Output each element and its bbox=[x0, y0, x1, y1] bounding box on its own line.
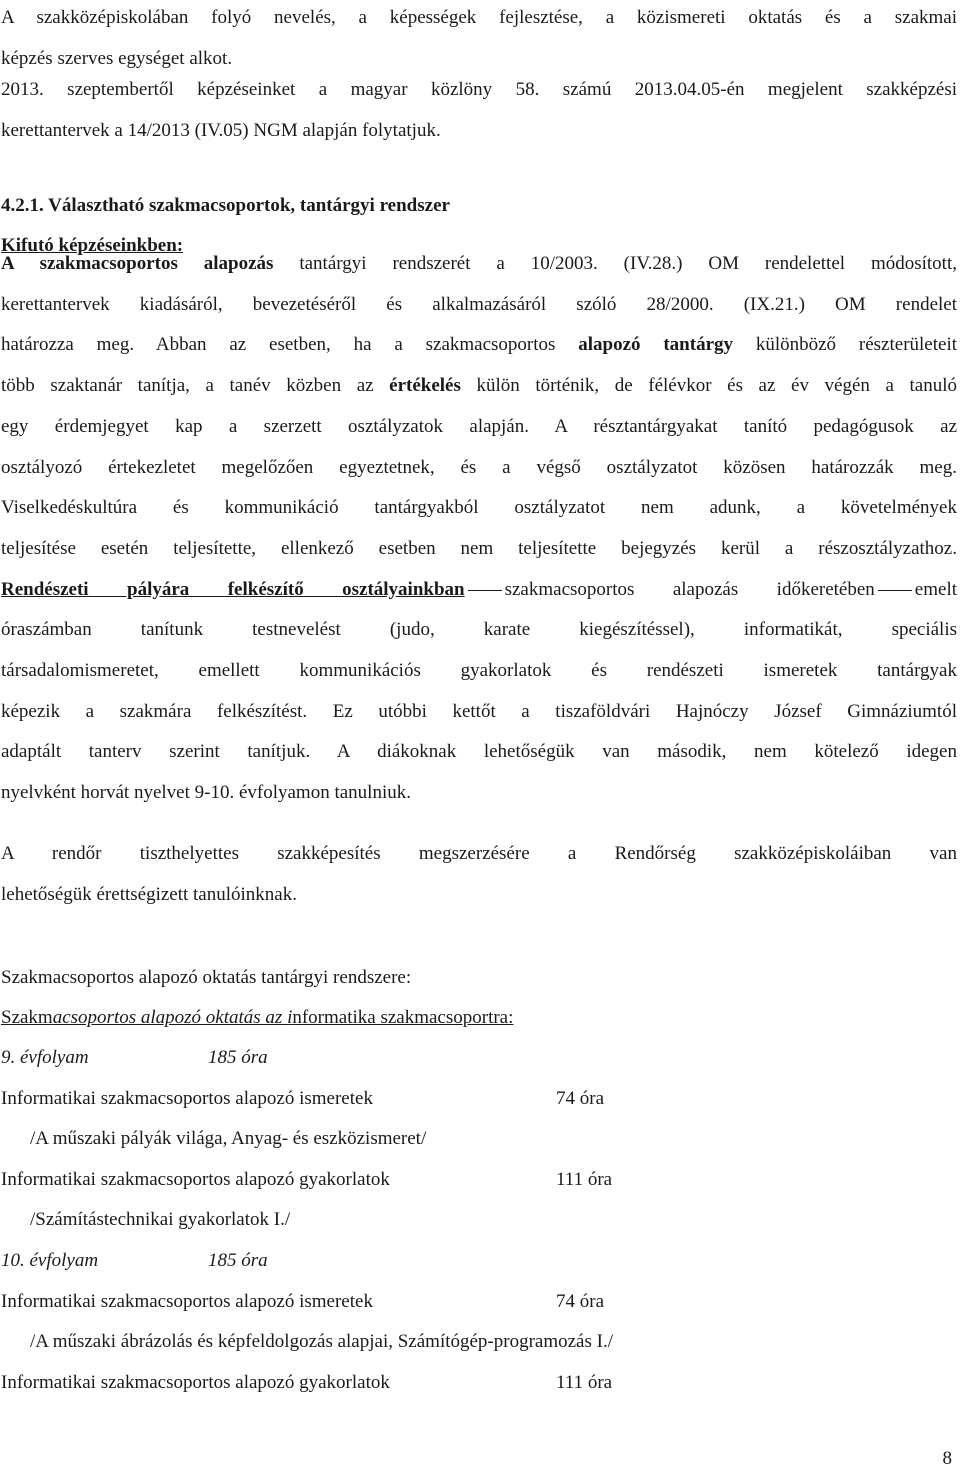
text-line: lehetőségük érettségizett tanulóinknak. bbox=[1, 883, 297, 905]
text-line: teljesítése esetén teljesítette, ellenkező esetben nem teljesítette bejegyzés kerül a részosztályzathoz. bbox=[1, 537, 957, 559]
grade-10-heading bbox=[1, 1249, 268, 1273]
subject-note: /A műszaki ábrázolás és képfeldolgozás alapjai, Számítógép-programozás I./ bbox=[30, 1331, 613, 1352]
text-line: képzés szerves egységet alkot. bbox=[1, 47, 233, 69]
text-line: társadalomismeretet, emellett kommunikációs gyakorlatok és rendészeti ismeretek tantárgyak bbox=[1, 660, 957, 682]
text-line: egy érdemjegyet kap a szerzett osztályzatok alapján. A résztantárgyakat tanító pedagógusok az bbox=[1, 415, 957, 437]
grade-label: 9. évfolyam bbox=[1, 1047, 89, 1068]
text-line: képezik a szakmára felkészítést. Ez utóbbi kettőt a tiszaföldvári Hajnóczy József Gimnáziumtól bbox=[1, 700, 957, 722]
grade-label: 10. évfolyam bbox=[1, 1250, 99, 1271]
body-paragraph bbox=[1, 244, 957, 814]
subject-name: Informatikai szakmacsoportos alapozó gyakorlatok bbox=[1, 1372, 390, 1393]
subject-name: Informatikai szakmacsoportos alapozó gyakorlatok bbox=[1, 1169, 390, 1190]
subject-note: /Számítástechnikai gyakorlatok I./ bbox=[30, 1209, 291, 1230]
dash-rule bbox=[878, 590, 912, 591]
text-line: kerettantervek kiadásáról, bevezetéséről és alkalmazásáról szóló 28/2000. (IX.21.) OM rendelet bbox=[1, 293, 957, 315]
text-line: A rendőr tiszthelyettes szakképesítés megszerzésére a Rendőrség szakközépiskoláiban van bbox=[1, 843, 957, 864]
page-number: 8 bbox=[942, 1448, 952, 1469]
subject-name: Informatikai szakmacsoportos alapozó ismeretek bbox=[1, 1088, 373, 1109]
text-line: kerettantervek a 14/2013 (IV.05) NGM alapján folytatjuk. bbox=[1, 119, 441, 141]
system-title: Szakmacsoportos alapozó oktatás tantárgyi rendszere: bbox=[1, 967, 412, 988]
subject-hours: 111 óra bbox=[556, 1169, 613, 1190]
subject-row bbox=[1, 1371, 613, 1395]
text-line: 2013. szeptembertől képzéseinket a magyar közlöny 58. számú 2013.04.05-én megjelent szakképzési bbox=[1, 79, 957, 100]
text-line: adaptált tanterv szerint tanítjuk. A diákoknak lehetőségük van második, nem kötelező idegen bbox=[1, 741, 957, 763]
section-title: 4.2.1. Választható szakmacsoportok, tantárgyi rendszer bbox=[1, 195, 450, 216]
dash-rule bbox=[468, 590, 502, 591]
subject-hours: 74 óra bbox=[556, 1088, 605, 1109]
intro2-paragraph bbox=[1, 70, 957, 151]
text-line: óraszámban tanítunk testnevelést (judo, karate kiegészítéssel), informatikát, speciális bbox=[1, 619, 957, 641]
text-line: osztályozó értekezletet megelőzően egyeztetnek, és a végső osztályzatot közösen határozzák meg. bbox=[1, 456, 957, 478]
subject-hours: 111 óra bbox=[556, 1372, 613, 1393]
grade-9-heading bbox=[1, 1046, 268, 1070]
text-line: több szaktanár tanítja, a tanév közben az értékelés külön történik, de félévkor és az év végén a tanuló bbox=[1, 375, 957, 397]
subject-row bbox=[1, 1087, 605, 1111]
text-line: A szakmacsoportos alapozás tantárgyi rendszerét a 10/2003. (IV.28.) OM rendelettel módosított, bbox=[1, 253, 957, 274]
text-line: nyelvként horvát nyelvet 9-10. évfolyamon tanulniuk. bbox=[1, 782, 411, 804]
subject-hours: 74 óra bbox=[556, 1291, 605, 1312]
intro-paragraph bbox=[1, 0, 957, 79]
subject-name: Informatikai szakmacsoportos alapozó ismeretek bbox=[1, 1291, 373, 1312]
subject-note: /A műszaki pályák világa, Anyag- és eszközismeret/ bbox=[30, 1128, 427, 1149]
text-line: A szakközépiskolában folyó nevelés, a képességek fejlesztése, a közismereti oktatás és a szakmai bbox=[1, 7, 957, 28]
police-paragraph bbox=[1, 834, 957, 915]
text-line: Rendészeti pályára felkészítő osztályainkban szakmacsoportos alapozás időkeretében emelt bbox=[1, 578, 957, 600]
grade-hours: 185 óra bbox=[208, 1047, 268, 1068]
text-line: Viselkedéskultúra és kommunikáció tantárgyakból osztályzatot nem adunk, a követelmények bbox=[1, 497, 957, 519]
text-line: határozza meg. Abban az esetben, ha a szakmacsoportos alapozó tantárgy különböző részterületeit bbox=[1, 334, 957, 356]
grade-hours: 185 óra bbox=[208, 1250, 268, 1271]
subject-row bbox=[1, 1290, 605, 1314]
system-subtitle: Szakmacsoportos alapozó oktatás az informatika szakmacsoportra: bbox=[1, 1007, 514, 1028]
subject-row bbox=[1, 1168, 613, 1192]
subheading: Kifutó képzéseinkben: bbox=[1, 235, 184, 256]
